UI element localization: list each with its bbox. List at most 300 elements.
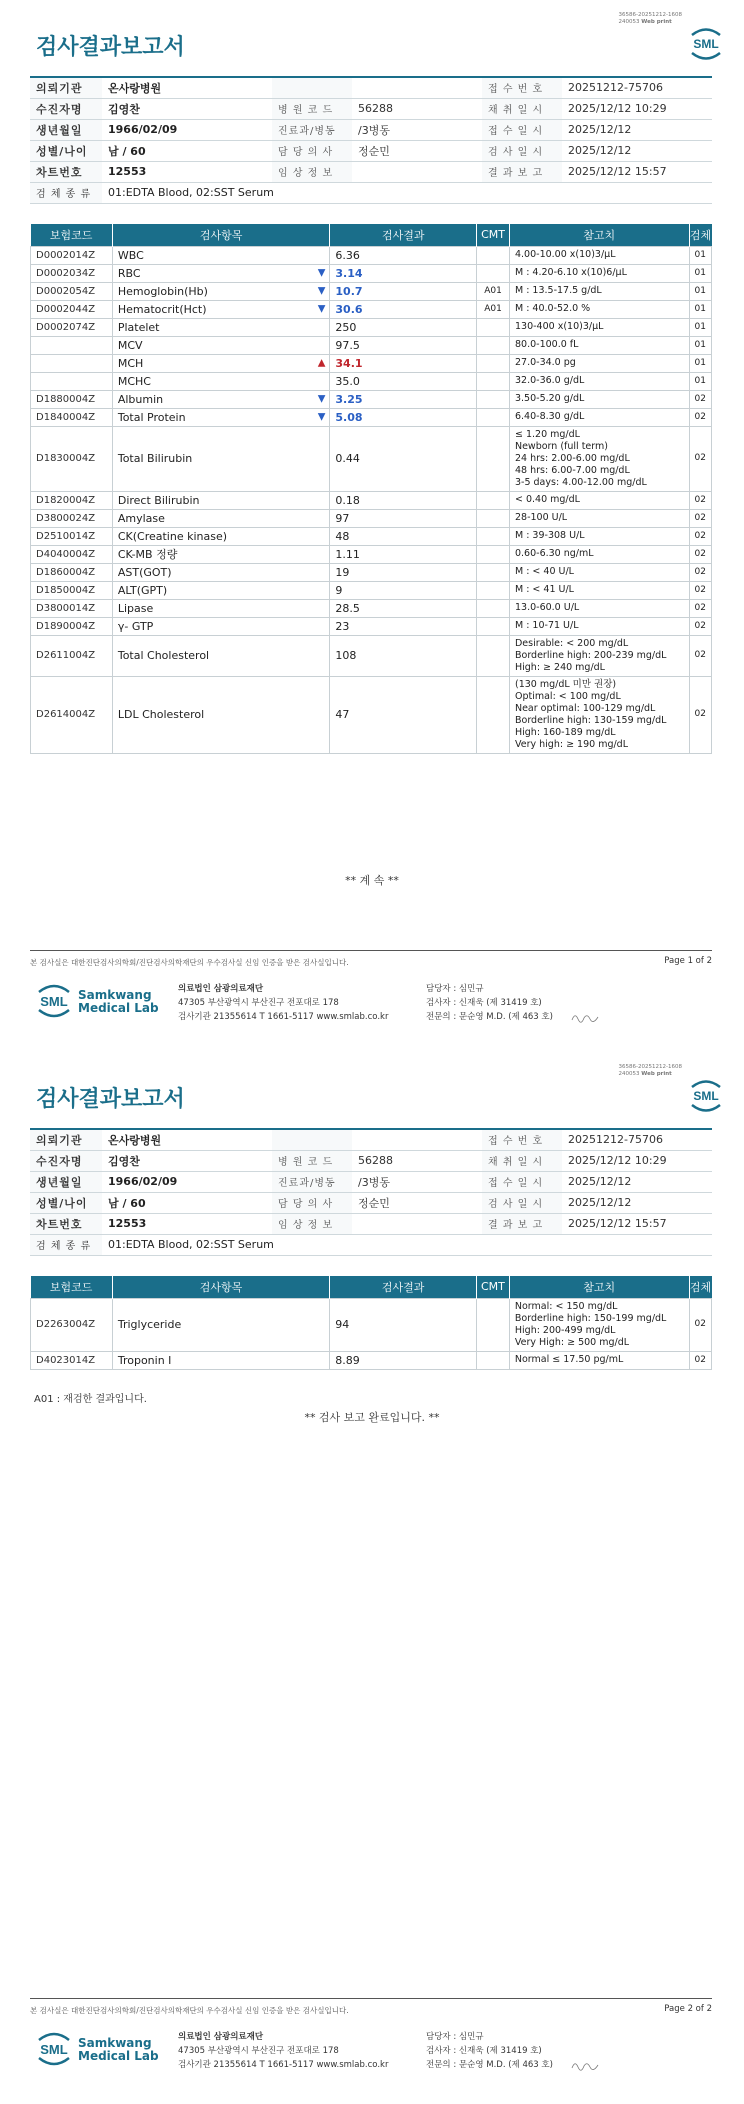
chart-value: 12553 (102, 161, 272, 182)
comment-code: A01 (477, 300, 510, 318)
test-item (112, 635, 330, 676)
reference-line: Near optimal: 100-129 mg/dL (514, 702, 656, 714)
result-row (31, 282, 712, 300)
page-number: Page 2 of 2 (664, 2004, 712, 2014)
org-address: 47305 부산광역시 부산진구 전포대로 178 (178, 2046, 339, 2056)
result-row (31, 599, 712, 617)
result-row (31, 300, 712, 318)
reference-line: 80.0-100.0 fL (514, 339, 579, 350)
result-row (31, 491, 712, 509)
dept-label: 진료과/병동 (272, 1171, 352, 1192)
result-row (31, 527, 712, 545)
patient-info-table (30, 1128, 712, 1256)
test-result: 0.18 (330, 491, 477, 509)
info-row (30, 1234, 712, 1255)
test-date-label: 검 사 일 시 (482, 1192, 562, 1213)
test-result: 97.5 (330, 336, 477, 354)
page-number: Page 1 of 2 (664, 956, 712, 966)
result-row (31, 1298, 712, 1351)
result-row (31, 563, 712, 581)
clinical-label: 임 상 정 보 (272, 1213, 352, 1234)
hosp-code-value: 56288 (352, 98, 482, 119)
page-footer (30, 1998, 712, 2070)
header-result: 검사결과 (330, 1276, 477, 1298)
insurance-code (31, 336, 113, 354)
specimen-code: 01 (689, 354, 712, 372)
comment-code (477, 390, 510, 408)
test-item (112, 581, 330, 599)
print-mark-label: Web print (641, 19, 672, 25)
info-row (30, 182, 712, 203)
header-specimen: 검체 (689, 1276, 711, 1298)
comment-code (477, 635, 510, 676)
test-item (112, 599, 330, 617)
test-result: 0.44 (330, 426, 477, 491)
insurance-code (31, 354, 113, 372)
results-table (30, 224, 712, 754)
comment-code (476, 1298, 509, 1351)
print-mark-code: 240053 (618, 19, 640, 25)
birth-label: 생년월일 (30, 119, 102, 140)
hosp-code-label: 병 원 코 드 (272, 1150, 352, 1171)
sml-logo-text: SML (40, 2042, 68, 2057)
birth-value: 1966/02/09 (102, 1171, 272, 1192)
comment-code (477, 408, 510, 426)
specimen-code: 02 (689, 527, 712, 545)
test-item (112, 1298, 329, 1351)
collect-date-value: 2025/12/12 10:29 (562, 98, 712, 119)
insurance-code: D1850004Z (31, 581, 113, 599)
reference-line: Borderline high: 130-159 mg/dL (514, 714, 667, 726)
reference-line: Very High: ≥ 500 mg/dL (514, 1336, 630, 1348)
sml-logo-icon (34, 2030, 74, 2068)
reference-range (509, 282, 689, 300)
sml-logo-text: SML (40, 994, 68, 1009)
receipt-date-label: 접 수 일 시 (482, 119, 562, 140)
receipt-no-value: 20251212-75706 (562, 77, 712, 98)
print-mark-code: 240053 (618, 1071, 640, 1077)
footer-staff (426, 982, 553, 1024)
test-item (112, 336, 330, 354)
low-flag-icon: ▼ (317, 411, 326, 423)
reference-line: Normal ≤ 17.50 pg/mL (514, 1354, 624, 1365)
test-item (112, 354, 330, 372)
sml-logo-text: SML (693, 37, 719, 51)
hospital-value: 온사랑병원 (102, 77, 272, 98)
insurance-code: D4040004Z (31, 545, 113, 563)
reference-range (509, 1351, 689, 1369)
reference-range (509, 581, 689, 599)
specimen-code: 02 (689, 635, 712, 676)
test-item-name: LDL Cholesterol (117, 708, 205, 721)
specimen-code: 01 (689, 282, 712, 300)
comment-code (477, 354, 510, 372)
patient-value: 김영찬 (102, 98, 272, 119)
info-row (30, 140, 712, 161)
reference-range (509, 491, 689, 509)
specimen-code: 01 (689, 246, 712, 264)
test-result: 3.14 (330, 264, 477, 282)
test-result: 6.36 (330, 246, 477, 264)
report-date-label: 결 과 보 고 (482, 161, 562, 182)
footer-address (178, 2030, 388, 2072)
reference-range (509, 527, 689, 545)
insurance-code: D0002044Z (31, 300, 113, 318)
clinical-value (352, 1213, 482, 1234)
info-row (30, 1150, 712, 1171)
sml-logo-text: SML (693, 1089, 719, 1103)
logo-line1: Samkwang (78, 988, 152, 1002)
cert-statement: 본 검사실은 대한진단검사의학회/진단검사의학재단의 우수검사실 신임 인증을 받은 검사실입니다. (30, 2006, 349, 2015)
footer-divider (30, 1998, 712, 1999)
test-item-name: Hematocrit(Hct) (117, 302, 207, 316)
print-mark (619, 12, 682, 26)
comment-code (477, 581, 510, 599)
comment-code (477, 426, 510, 491)
footer-logo (34, 982, 164, 1022)
reference-line: M : 4.20-6.10 x(10)6/μL (514, 267, 627, 278)
dept-label: 진료과/병동 (272, 119, 352, 140)
test-item-name: AST(GOT) (117, 565, 172, 579)
page-title: 검사결과보고서 (36, 1087, 185, 1112)
footer-logo-name (78, 989, 159, 1015)
reference-line: M : < 41 U/L (514, 584, 574, 595)
patient-label: 수진자명 (30, 1150, 102, 1171)
test-result: 97 (330, 509, 477, 527)
print-mark (619, 1064, 682, 1078)
results-header-row (31, 1276, 712, 1298)
results-table (30, 1276, 712, 1370)
specimen-code: 01 (689, 336, 712, 354)
reference-line: Very high: ≥ 190 mg/dL (514, 738, 629, 750)
reference-line: Normal: < 150 mg/dL (514, 1300, 618, 1312)
blank-cell (272, 77, 352, 98)
test-item (112, 563, 330, 581)
header-cmt: CMT (477, 224, 510, 246)
test-item (112, 372, 330, 390)
specimen-code: 01 (689, 264, 712, 282)
specimen-code: 02 (689, 1298, 711, 1351)
clinical-label: 임 상 정 보 (272, 161, 352, 182)
test-item-name: Total Protein (117, 410, 186, 424)
reference-line: 48 hrs: 6.00-7.00 mg/dL (514, 464, 630, 476)
low-flag-icon: ▼ (317, 393, 326, 405)
reference-line: < 0.40 mg/dL (514, 494, 580, 505)
info-row (30, 77, 712, 98)
logo-line2: Medical Lab (78, 2049, 159, 2063)
reference-range (509, 563, 689, 581)
reference-range (509, 372, 689, 390)
complete-text: ** 검사 보고 완료입니다. ** (304, 1411, 440, 1424)
test-result: 28.5 (330, 599, 477, 617)
footer-logo-name (78, 2037, 159, 2063)
blank-cell (352, 77, 482, 98)
test-item (112, 527, 330, 545)
reference-range (509, 509, 689, 527)
print-mark-line2 (619, 1071, 682, 1078)
chart-value: 12553 (102, 1213, 272, 1234)
test-item (112, 264, 330, 282)
result-row (31, 581, 712, 599)
blank-cell (272, 1129, 352, 1150)
receipt-no-label: 접 수 번 호 (482, 77, 562, 98)
insurance-code: D1820004Z (31, 491, 113, 509)
reference-line: Newborn (full term) (514, 440, 608, 452)
test-item (112, 676, 330, 753)
reference-range (509, 246, 689, 264)
chart-label: 차트번호 (30, 161, 102, 182)
test-item-name: MCH (117, 356, 144, 370)
logo-line1: Samkwang (78, 2036, 152, 2050)
collect-date-value: 2025/12/12 10:29 (562, 1150, 712, 1171)
report-date-value: 2025/12/12 15:57 (562, 161, 712, 182)
footer-logo (34, 2030, 164, 2070)
insurance-code: D1840004Z (31, 408, 113, 426)
test-result: 1.11 (330, 545, 477, 563)
signature-image (570, 1010, 600, 1024)
reference-line: 0.60-6.30 ng/mL (514, 548, 594, 559)
specimen-value: 01:EDTA Blood, 02:SST Serum (102, 1234, 712, 1255)
staff-specialist: 전문의 : 문순영 M.D. (제 463 호) (426, 2060, 553, 2070)
test-item (112, 318, 330, 336)
reference-range (509, 599, 689, 617)
specimen-code: 02 (689, 509, 712, 527)
report-date-label: 결 과 보 고 (482, 1213, 562, 1234)
reference-line: M : 39-308 U/L (514, 530, 585, 541)
sml-logo-icon (34, 982, 74, 1020)
specimen-code: 02 (689, 545, 712, 563)
reference-line: M : < 40 U/L (514, 566, 574, 577)
comment-code (477, 372, 510, 390)
result-row (31, 336, 712, 354)
test-item (112, 509, 330, 527)
specimen-code: 02 (689, 408, 712, 426)
test-item-name: Direct Bilirubin (117, 493, 200, 507)
test-item-name: Lipase (117, 601, 154, 615)
reference-line: 6.40-8.30 g/dL (514, 411, 585, 422)
reference-range (509, 318, 689, 336)
patient-value: 김영찬 (102, 1150, 272, 1171)
sex-age-label: 성별/나이 (30, 1192, 102, 1213)
specimen-code: 02 (689, 599, 712, 617)
reference-line: High: ≥ 240 mg/dL (514, 661, 605, 673)
test-result: 30.6 (330, 300, 477, 318)
reference-line: 27.0-34.0 pg (514, 357, 576, 368)
header-result: 검사결과 (330, 224, 477, 246)
info-row (30, 98, 712, 119)
result-row (31, 676, 712, 753)
doctor-label: 담 당 의 사 (272, 1192, 352, 1213)
insurance-code: D3800024Z (31, 509, 113, 527)
sml-logo (686, 1078, 726, 1114)
birth-label: 생년월일 (30, 1171, 102, 1192)
patient-label: 수진자명 (30, 98, 102, 119)
reference-line: M : 13.5-17.5 g/dL (514, 285, 602, 296)
test-item-name: MCV (117, 338, 143, 352)
comment-code (477, 509, 510, 527)
reference-line: 4.00-10.00 x(10)3/μL (514, 249, 616, 260)
reference-line: ≤ 1.20 mg/dL (514, 428, 580, 440)
reference-range (509, 545, 689, 563)
insurance-code: D1830004Z (31, 426, 113, 491)
reference-range (509, 617, 689, 635)
insurance-code (31, 372, 113, 390)
staff-tester: 검사자 : 신재욱 (제 31419 호) (426, 998, 542, 1008)
test-item (112, 300, 330, 318)
reference-line: 3.50-5.20 g/dL (514, 393, 585, 404)
reference-line: (130 mg/dL 미만 권장) (514, 678, 617, 690)
specimen-label: 검 체 종 류 (30, 182, 102, 203)
insurance-code: D4023014Z (31, 1351, 113, 1369)
insurance-code: D1890004Z (31, 617, 113, 635)
comment-code (476, 1351, 509, 1369)
specimen-code: 01 (689, 372, 712, 390)
comment-code (477, 676, 510, 753)
sml-logo (686, 26, 726, 62)
org-address: 47305 부산광역시 부산진구 전포대로 178 (178, 998, 339, 1008)
dept-value: /3병동 (352, 1171, 482, 1192)
test-result: 23 (330, 617, 477, 635)
comment-code (477, 491, 510, 509)
specimen-code: 02 (689, 617, 712, 635)
reference-range (509, 354, 689, 372)
results-body (31, 246, 712, 753)
test-date-value: 2025/12/12 (562, 1192, 712, 1213)
test-item-name: ALT(GPT) (117, 583, 168, 597)
footer-address (178, 982, 388, 1024)
test-result: 5.08 (330, 408, 477, 426)
test-item-name: CK-MB 정량 (117, 547, 178, 561)
test-result: 8.89 (330, 1351, 477, 1369)
test-result: 108 (330, 635, 477, 676)
test-item-name: Total Cholesterol (117, 649, 210, 662)
test-item-name: MCHC (117, 374, 151, 388)
cmt-note: A01 : 재검한 결과입니다. (34, 1394, 147, 1405)
results-header-row (31, 224, 712, 246)
header-item: 검사항목 (112, 1276, 329, 1298)
reference-line: 32.0-36.0 g/dL (514, 375, 585, 386)
info-row (30, 1129, 712, 1150)
sex-age-value: 남 / 60 (102, 1192, 272, 1213)
test-item-name: Total Bilirubin (117, 452, 193, 465)
comment-code: A01 (477, 282, 510, 300)
result-row (31, 264, 712, 282)
test-result: 10.7 (330, 282, 477, 300)
reference-range (509, 635, 689, 676)
continue-text: ** 계 속 ** (345, 874, 399, 887)
insurance-code: D0002054Z (31, 282, 113, 300)
comment-code (477, 264, 510, 282)
result-row (31, 318, 712, 336)
reference-range (509, 676, 689, 753)
header-specimen: 검체 (689, 224, 712, 246)
reference-line: 130-400 x(10)3/μL (514, 321, 604, 332)
test-item-name: Albumin (117, 392, 164, 406)
high-flag-icon: ▲ (317, 357, 326, 369)
header-item: 검사항목 (112, 224, 330, 246)
test-item-name: RBC (117, 266, 141, 280)
reference-line: Optimal: < 100 mg/dL (514, 690, 621, 702)
insurance-code: D2510014Z (31, 527, 113, 545)
test-item (112, 408, 330, 426)
page-footer (30, 950, 712, 1022)
info-row (30, 1213, 712, 1234)
test-item-name: Platelet (117, 320, 160, 334)
low-flag-icon: ▼ (317, 267, 326, 279)
info-row (30, 119, 712, 140)
specimen-code: 02 (689, 1351, 711, 1369)
comment-code (477, 318, 510, 336)
specimen-value: 01:EDTA Blood, 02:SST Serum (102, 182, 712, 203)
test-item-name: Amylase (117, 511, 165, 525)
insurance-code: D2611004Z (31, 635, 113, 676)
insurance-code: D2614004Z (31, 676, 113, 753)
staff-manager: 담당자 : 심민규 (426, 2032, 484, 2042)
hosp-code-label: 병 원 코 드 (272, 98, 352, 119)
test-item (112, 545, 330, 563)
receipt-date-label: 접 수 일 시 (482, 1171, 562, 1192)
receipt-no-label: 접 수 번 호 (482, 1129, 562, 1150)
report-page-2 (0, 1052, 744, 2104)
test-item-name: CK(Creatine kinase) (117, 529, 228, 543)
staff-manager: 담당자 : 심민규 (426, 984, 484, 994)
print-mark-label: Web print (641, 1071, 672, 1077)
cert-statement: 본 검사실은 대한진단검사의학회/진단검사의학재단의 우수검사실 신임 인증을 받은 검사실입니다. (30, 958, 349, 967)
reference-range (509, 408, 689, 426)
clinical-value (352, 161, 482, 182)
test-item-name: Triglyceride (117, 1318, 182, 1331)
specimen-code: 02 (689, 426, 712, 491)
reference-line: High: 160-189 mg/dL (514, 726, 616, 738)
test-result: 9 (330, 581, 477, 599)
test-result: 94 (330, 1298, 477, 1351)
specimen-code: 01 (689, 300, 712, 318)
header-ref: 참고치 (509, 1276, 689, 1298)
test-result: 48 (330, 527, 477, 545)
staff-specialist: 전문의 : 문순영 M.D. (제 463 호) (426, 1012, 553, 1022)
footer-divider (30, 950, 712, 951)
specimen-code: 02 (689, 390, 712, 408)
comment-code (477, 527, 510, 545)
comment-code (477, 563, 510, 581)
result-row (31, 545, 712, 563)
low-flag-icon: ▼ (317, 303, 326, 315)
result-row (31, 390, 712, 408)
test-result: 250 (330, 318, 477, 336)
specimen-code: 02 (689, 491, 712, 509)
dept-value: /3병동 (352, 119, 482, 140)
result-row (31, 509, 712, 527)
test-item (112, 491, 330, 509)
result-row (31, 354, 712, 372)
print-mark-line2 (619, 19, 682, 26)
reference-line: 3-5 days: 4.00-12.00 mg/dL (514, 476, 647, 488)
receipt-date-value: 2025/12/12 (562, 1171, 712, 1192)
test-item (112, 390, 330, 408)
birth-value: 1966/02/09 (102, 119, 272, 140)
test-date-label: 검 사 일 시 (482, 140, 562, 161)
test-item-name: γ- GTP (117, 619, 154, 633)
result-row (31, 372, 712, 390)
comment-code (477, 336, 510, 354)
collect-date-label: 채 취 일 시 (482, 1150, 562, 1171)
header-ref: 참고치 (509, 224, 689, 246)
org-contact: 검사기관 21355614 T 1661-5117 www.smlab.co.kr (178, 1012, 389, 1022)
print-mark-id: 36586-20251212-1608 (618, 1064, 682, 1070)
receipt-no-value: 20251212-75706 (562, 1129, 712, 1150)
reference-range (509, 1298, 689, 1351)
reference-line: M : 10-71 U/L (514, 620, 579, 631)
